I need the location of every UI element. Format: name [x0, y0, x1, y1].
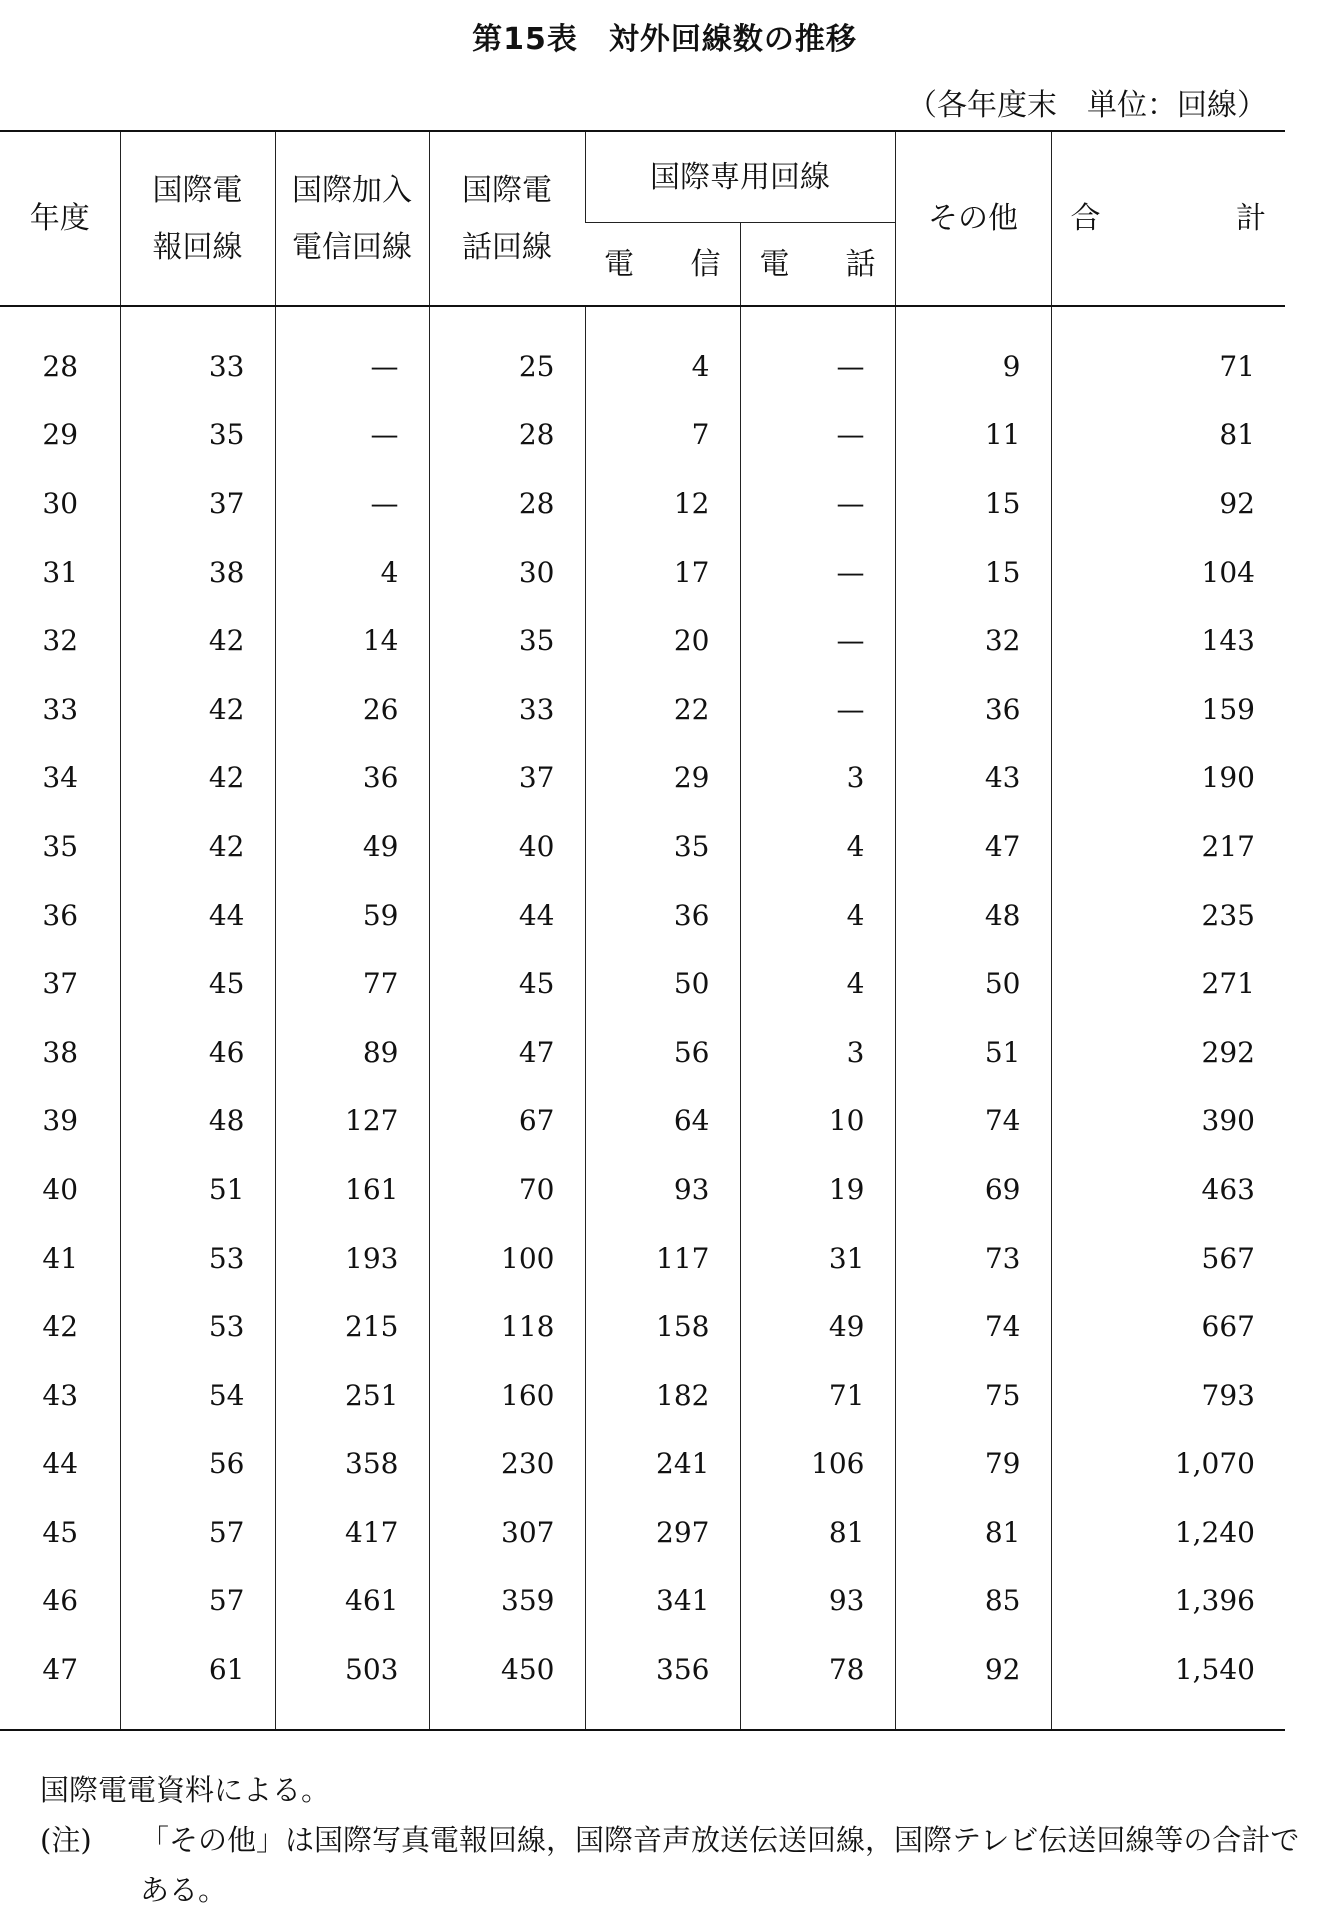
table-cell: 53 [120, 1292, 275, 1361]
table-cell: 44 [42, 1447, 79, 1481]
table-cell: 33 [120, 306, 275, 401]
table-cell: 31 [740, 1224, 895, 1293]
table-body [0, 306, 1285, 1730]
table-cell: 35 [429, 606, 585, 675]
table-cell: 49 [740, 1292, 895, 1361]
table-row [0, 812, 1285, 881]
table-cell: 358 [275, 1430, 429, 1499]
table-cell: 49 [275, 812, 429, 881]
table-cell: 67 [429, 1087, 585, 1156]
table-cell: 92 [895, 1635, 1051, 1730]
table-cell: 93 [585, 1155, 740, 1224]
table-row [0, 949, 1285, 1018]
table-cell: 56 [585, 1018, 740, 1087]
table-cell: 15 [895, 538, 1051, 607]
table-cell: 36 [275, 744, 429, 813]
table-cell: 47 [895, 812, 1051, 881]
table-cell: 1,070 [1051, 1430, 1285, 1499]
table-cell: 463 [1051, 1155, 1285, 1224]
table-cell: — [740, 401, 895, 470]
header-intl-telephone: 国際電 話回線 [429, 131, 585, 306]
table-cell: 50 [585, 949, 740, 1018]
table-cell: 4 [275, 538, 429, 607]
table-cell: 51 [120, 1155, 275, 1224]
table-cell: 34 [42, 761, 79, 795]
table-cell: — [740, 538, 895, 607]
table-cell: 20 [585, 606, 740, 675]
table-cell: 33 [42, 692, 79, 726]
table-cell: 297 [585, 1498, 740, 1567]
table-cell: 37 [429, 744, 585, 813]
table-cell: 64 [585, 1087, 740, 1156]
table-cell: 70 [429, 1155, 585, 1224]
table-row [0, 1224, 1285, 1293]
table-cell: 28 [429, 401, 585, 470]
table-cell: 193 [275, 1224, 429, 1293]
table-cell: 143 [1051, 606, 1285, 675]
table-cell: 7 [585, 401, 740, 470]
table-cell: 230 [429, 1430, 585, 1499]
header-total: 合 計 [1051, 131, 1285, 306]
table-cell: — [275, 469, 429, 538]
table-cell: 81 [1051, 401, 1285, 470]
table-cell: 36 [895, 675, 1051, 744]
table-cell: 793 [1051, 1361, 1285, 1430]
table-row [0, 675, 1285, 744]
table-cell: 15 [895, 469, 1051, 538]
table-cell: 74 [895, 1292, 1051, 1361]
table-row [0, 1018, 1285, 1087]
table-cell: 47 [42, 1653, 79, 1687]
table-cell: 30 [429, 538, 585, 607]
table-cell: 17 [585, 538, 740, 607]
table-row [0, 1635, 1285, 1730]
table-row [0, 306, 1285, 401]
table-cell: 159 [1051, 675, 1285, 744]
table-cell: 35 [42, 829, 79, 863]
table-cell: 40 [429, 812, 585, 881]
table-cell: 127 [275, 1087, 429, 1156]
table-cell: 35 [585, 812, 740, 881]
table-row [0, 1087, 1285, 1156]
table-cell: 45 [429, 949, 585, 1018]
table-cell: 161 [275, 1155, 429, 1224]
table-cell: 182 [585, 1361, 740, 1430]
table-cell: 28 [42, 349, 79, 383]
table-cell: 45 [120, 949, 275, 1018]
table-cell: 235 [1051, 881, 1285, 950]
source-note: 国際電電資料による。 [40, 1773, 331, 1807]
table-cell: 4 [740, 812, 895, 881]
table-cell: 100 [429, 1224, 585, 1293]
table-cell: 92 [1051, 469, 1285, 538]
table-cell: 81 [740, 1498, 895, 1567]
table-cell: 48 [120, 1087, 275, 1156]
table-cell: 85 [895, 1567, 1051, 1636]
table-cell: 160 [429, 1361, 585, 1430]
table-cell: 190 [1051, 744, 1285, 813]
table-cell: 53 [120, 1224, 275, 1293]
table-cell: 1,240 [1051, 1498, 1285, 1567]
table-cell: 9 [895, 306, 1051, 401]
table-cell: 10 [740, 1087, 895, 1156]
table-cell: 1,396 [1051, 1567, 1285, 1636]
table-cell: 37 [120, 469, 275, 538]
table-cell: 81 [895, 1498, 1051, 1567]
table-cell: 41 [42, 1241, 79, 1275]
table-cell: 25 [429, 306, 585, 401]
footnote-text: 「その他」は国際写真電報回線，国際音声放送伝送回線，国際テレビ伝送回線等の合計である。 [140, 1823, 1300, 1907]
header-year: 年度 [29, 201, 90, 236]
table-cell: 29 [585, 744, 740, 813]
table-cell: 39 [42, 1104, 79, 1138]
table-cell: 42 [120, 606, 275, 675]
table-cell: 71 [1051, 306, 1285, 401]
table-cell: 117 [585, 1224, 740, 1293]
table-cell: 37 [42, 967, 79, 1001]
table-row [0, 881, 1285, 950]
table-cell: 33 [429, 675, 585, 744]
table-cell: 51 [895, 1018, 1051, 1087]
table-cell: 75 [895, 1361, 1051, 1430]
table-cell: 36 [42, 898, 79, 932]
table-cell: 59 [275, 881, 429, 950]
table-title: 第15表 対外回線数の推移 [472, 22, 857, 57]
table-cell: 46 [120, 1018, 275, 1087]
table-cell: 359 [429, 1567, 585, 1636]
table-cell: 42 [120, 675, 275, 744]
table-cell: 215 [275, 1292, 429, 1361]
table-cell: 57 [120, 1498, 275, 1567]
table-row [0, 1430, 1285, 1499]
table-cell: 1,540 [1051, 1635, 1285, 1730]
table-cell: 93 [740, 1567, 895, 1636]
table-cell: 4 [740, 881, 895, 950]
header-leased-telegraph: 電 信 [585, 223, 740, 307]
table-row [0, 1155, 1285, 1224]
table-row [0, 744, 1285, 813]
table-cell: 503 [275, 1635, 429, 1730]
table-cell: 78 [740, 1635, 895, 1730]
table-cell: 4 [585, 306, 740, 401]
table-cell: 11 [895, 401, 1051, 470]
table-cell: 48 [895, 881, 1051, 950]
table-cell: 461 [275, 1567, 429, 1636]
table-cell: 29 [42, 418, 79, 452]
table-cell: — [740, 606, 895, 675]
table-header [0, 131, 1285, 306]
table-cell: 38 [120, 538, 275, 607]
table-cell: 71 [740, 1361, 895, 1430]
footnote [40, 1815, 1300, 1915]
table-cell: 14 [275, 606, 429, 675]
table-cell: 35 [120, 401, 275, 470]
table-cell: 450 [429, 1635, 585, 1730]
table-cell: 3 [740, 1018, 895, 1087]
table-cell: 42 [42, 1310, 79, 1344]
table-cell: 69 [895, 1155, 1051, 1224]
table-cell: 292 [1051, 1018, 1285, 1087]
table-cell: 390 [1051, 1087, 1285, 1156]
table-cell: 341 [585, 1567, 740, 1636]
table-cell: 44 [429, 881, 585, 950]
table-cell: 43 [895, 744, 1051, 813]
table-cell: 12 [585, 469, 740, 538]
table-row [0, 1498, 1285, 1567]
table-row [0, 538, 1285, 607]
table-cell: 47 [429, 1018, 585, 1087]
table-cell: 251 [275, 1361, 429, 1430]
table-cell: 89 [275, 1018, 429, 1087]
table-cell: 3 [740, 744, 895, 813]
table-cell: 79 [895, 1430, 1051, 1499]
table-row [0, 1361, 1285, 1430]
table-cell: 28 [429, 469, 585, 538]
table-cell: 667 [1051, 1292, 1285, 1361]
table-cell: 106 [740, 1430, 895, 1499]
footnote-label: (注) [40, 1823, 92, 1857]
table-cell: 61 [120, 1635, 275, 1730]
table-cell: 30 [42, 486, 79, 520]
table-cell: 104 [1051, 538, 1285, 607]
table-row [0, 1292, 1285, 1361]
table-row [0, 1567, 1285, 1636]
table-cell: 22 [585, 675, 740, 744]
header-leased-group: 国際専用回線 [585, 131, 895, 223]
table-cell: 158 [585, 1292, 740, 1361]
table-cell: 118 [429, 1292, 585, 1361]
table-row [0, 401, 1285, 470]
header-leased-telephone: 電 話 [740, 223, 895, 307]
table-cell: 54 [120, 1361, 275, 1430]
table-cell: 45 [42, 1515, 79, 1549]
table-cell: 4 [740, 949, 895, 1018]
table-cell: 19 [740, 1155, 895, 1224]
table-cell: — [740, 306, 895, 401]
unit-note: （各年度末 単位：回線） [907, 88, 1267, 123]
table-row [0, 469, 1285, 538]
table-cell: 42 [120, 744, 275, 813]
table-cell: 44 [120, 881, 275, 950]
table-cell: 50 [895, 949, 1051, 1018]
header-other: その他 [895, 131, 1051, 306]
table-cell: 417 [275, 1498, 429, 1567]
table-cell: 77 [275, 949, 429, 1018]
table-cell: 46 [42, 1584, 79, 1618]
table-cell: — [740, 469, 895, 538]
table-cell: 32 [42, 624, 79, 658]
table-cell: 271 [1051, 949, 1285, 1018]
table-cell: — [275, 401, 429, 470]
table-cell: 43 [42, 1378, 79, 1412]
table-cell: 31 [42, 555, 79, 589]
table-cell: 74 [895, 1087, 1051, 1156]
table-cell: 57 [120, 1567, 275, 1636]
table-cell: 36 [585, 881, 740, 950]
table-cell: 40 [42, 1172, 79, 1206]
table-cell: 38 [42, 1035, 79, 1069]
table-cell: 567 [1051, 1224, 1285, 1293]
header-intl-telegraph: 国際電 報回線 [120, 131, 275, 306]
table-cell: — [740, 675, 895, 744]
table-row [0, 606, 1285, 675]
table-cell: — [275, 306, 429, 401]
table-cell: 73 [895, 1224, 1051, 1293]
notes [40, 1765, 1300, 1915]
table-cell: 356 [585, 1635, 740, 1730]
table-cell: 307 [429, 1498, 585, 1567]
table-cell: 26 [275, 675, 429, 744]
table-cell: 56 [120, 1430, 275, 1499]
table-cell: 217 [1051, 812, 1285, 881]
data-table-container [0, 130, 1285, 1731]
table-cell: 241 [585, 1430, 740, 1499]
table-cell: 32 [895, 606, 1051, 675]
header-intl-telex: 国際加入 電信回線 [275, 131, 429, 306]
data-table [0, 130, 1285, 1731]
table-cell: 42 [120, 812, 275, 881]
